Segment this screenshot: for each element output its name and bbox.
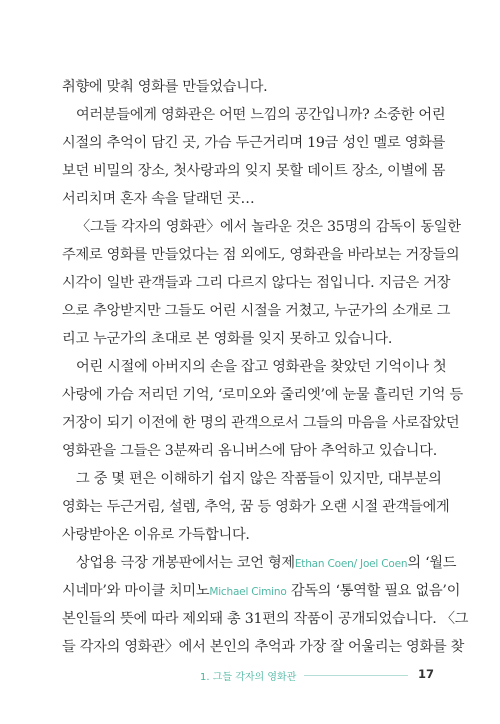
text-line-with-names xyxy=(62,549,457,577)
text-line: 영화관을 그들은 3분짜리 옴니버스에 담아 추억하고 있습니다. xyxy=(62,443,437,459)
page-footer xyxy=(0,666,500,686)
original-name: Ethan Coen/ Joel Coen xyxy=(294,558,408,570)
text-line: 사랑받아온 이유로 가득합니다. xyxy=(62,527,250,543)
text-line: 취향에 맞춰 영화를 만들었습니다. xyxy=(62,79,268,95)
text-line: 들 각자의 영화관〉에서 본인의 추억과 가장 잘 어울리는 영화를 찾 xyxy=(62,639,465,655)
text-line: 서리치며 혼자 속을 달래던 곳… xyxy=(62,191,255,207)
text-line: 영화는 두근거림, 설렘, 추억, 꿈 등 영화가 오랜 시절 관객들에게 xyxy=(62,499,450,515)
original-name: Michael Cimino xyxy=(209,586,287,598)
body-text xyxy=(62,73,469,661)
text-line-with-names xyxy=(62,577,461,605)
footer-divider xyxy=(304,675,408,676)
text-line: 으로 추앙받지만 그들도 어린 시절을 거쳤고, 누군가의 소개로 그 xyxy=(62,303,451,319)
text-segment: 감독의 ‘통역할 필요 없음’이 xyxy=(286,583,461,599)
text-line: 사랑에 가슴 저리던 기억, ‘로미오와 줄리엣’에 눈물 흘리던 기억 등 xyxy=(62,387,463,403)
text-segment: 상업용 극장 개봉판에서는 코언 형제 xyxy=(76,555,295,571)
text-line: 보던 비밀의 장소, 첫사랑과의 잊지 못할 데이트 장소, 이별에 몸 xyxy=(62,163,446,179)
text-line: 주제로 영화를 만들었다는 점 외에도, 영화관을 바라보는 거장들의 xyxy=(62,247,460,263)
text-line: 시각이 일반 관객들과 그리 다르지 않다는 점입니다. 지금은 거장 xyxy=(62,275,451,291)
text-segment: 시네마’와 마이클 치미노 xyxy=(62,583,210,599)
chapter-label: 1. 그들 각자의 영화관 xyxy=(200,672,297,683)
page-number: 17 xyxy=(418,667,435,681)
text-line: 여러분들에게 영화관은 어떤 느낌의 공간입니까? 소중한 어린 xyxy=(76,107,446,123)
text-line: 시절의 추억이 담긴 곳, 가슴 두근거리며 19금 성인 멜로 영화를 xyxy=(62,135,446,151)
text-line: 어린 시절에 아버지의 손을 잡고 영화관을 찾았던 기억이나 첫 xyxy=(76,359,447,375)
text-segment: 의 ‘월드 xyxy=(407,555,457,571)
text-line: 〈그들 각자의 영화관〉에서 놀라운 것은 35명의 감독이 동일한 xyxy=(76,219,461,235)
text-line: 그 중 몇 편은 이해하기 쉽지 않은 작품들이 있지만, 대부분의 xyxy=(76,471,442,487)
text-line: 리고 누군가의 초대로 본 영화를 잊지 못하고 있습니다. xyxy=(62,331,393,347)
text-line: 본인들의 뜻에 따라 제외돼 총 31편의 작품이 공개되었습니다. 〈그 xyxy=(62,611,469,627)
text-line: 거장이 되기 이전에 한 명의 관객으로서 그들의 마음을 사로잡았던 xyxy=(62,415,460,431)
